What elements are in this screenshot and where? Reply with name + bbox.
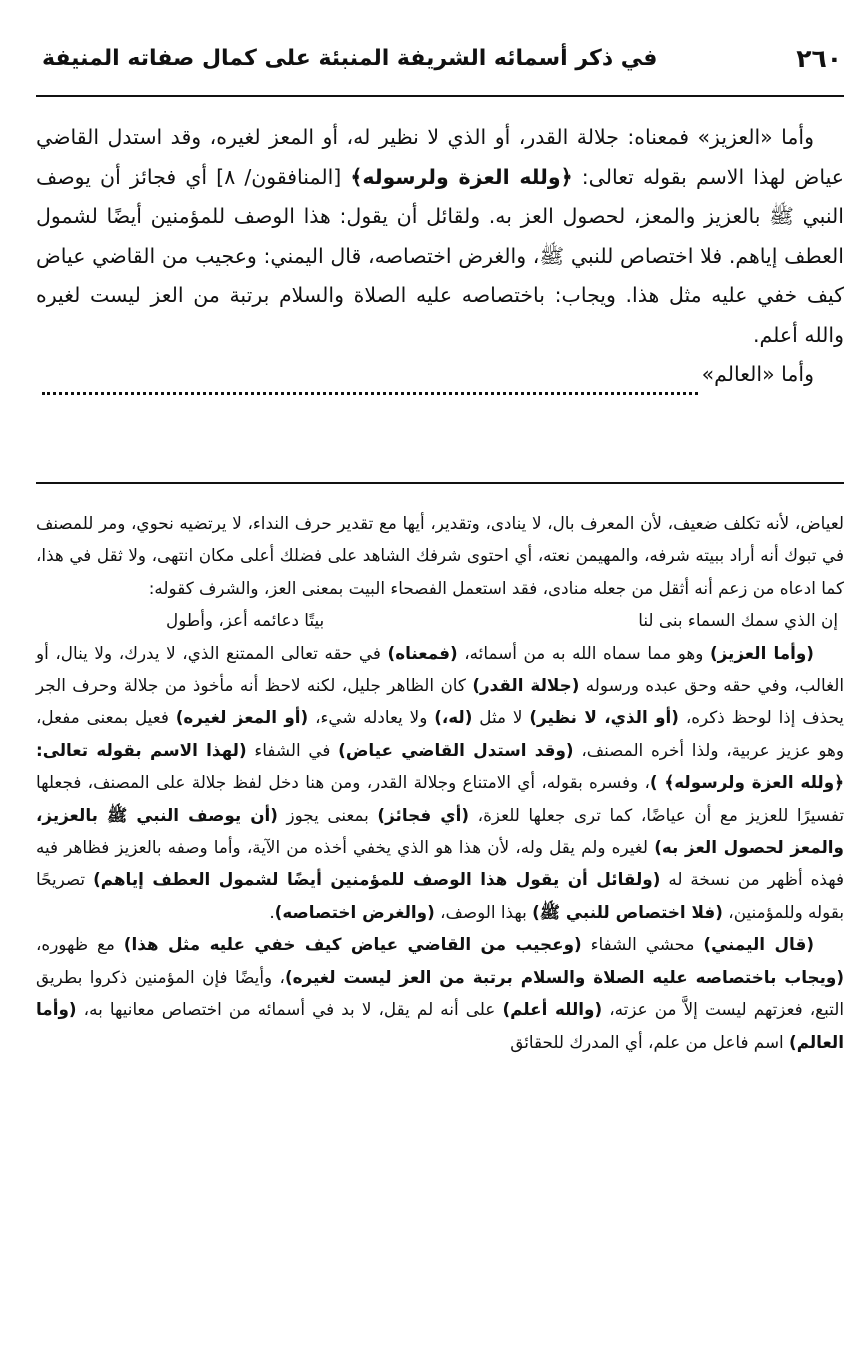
quran-quote: ﴿ولله العزة ولرسوله﴾ [350,164,573,189]
verse-hemistich-1: إن الذي سمك السماء بنى لنا [638,610,838,631]
continuation-text: وأما «العالم» [701,362,814,386]
commentary-text: في الشفاء [246,739,339,760]
quoted-lemma: (وأما العزيز) [709,642,814,663]
commentary-text: بمعنى يجوز [277,804,378,825]
quoted-lemma: (وأما العالم) [36,999,844,1052]
running-title: في ذكر أسمائه الشريفة المنبئة على كمال صفاته المنيفة [42,46,658,71]
main-paragraph-part-a: وأما «العزيز» فمعناه: جلالة القدر، أو الذي لا نظير له، أو المعز لغيره، وقد استدل القاضي عياض لهذا الاسم بقوله تعالى: [36,125,845,189]
commentary-text: . [269,901,275,922]
commentary-text: محشي الشفاء [581,934,704,955]
commentary-text: لغيره ولم يقل وله، لأن هذا هو الذي يخفي أخذه من الآية، وأما وصفه بالعزيز فظاهر فيه فهذه أظهر من نسخة له [36,837,844,890]
quoted-lemma: (والغرض اختصاصه) [274,901,435,922]
quoted-lemma: (أي فجائز) [377,804,470,825]
page-header [36,38,844,78]
header-rule [36,95,844,97]
quoted-lemma: (وقد استدل القاضي عياض) [338,739,574,760]
quoted-lemma: (فلا اختصاص للنبي ﷺ) [532,901,723,922]
commentary-paragraph-2 [36,637,844,929]
footnote-rule [36,482,844,484]
document-page [36,0,844,1364]
commentary-text: لا مثل [472,707,530,728]
quoted-lemma: (أن يوصف النبي ﷺ بالعزيز، والمعز لحصول العز به) [36,804,844,858]
poetry-verse [36,604,844,636]
main-paragraph [36,118,844,355]
continuation-dots [42,368,698,395]
quoted-lemma: (أو المعز لغيره) [175,707,309,728]
page-number: ٢٦٠ [796,44,842,73]
quoted-lemma: (ولقائل أن يقول هذا الوصف للمؤمنين أيضًا لشمول العطف إياهم) [93,869,661,890]
quoted-lemma: (والله أعلم) [502,999,603,1020]
quoted-lemma: (لهذا الاسم بقوله تعالى: ﴿ولله العزة ولرسوله﴾ ) [36,739,844,793]
main-text [36,118,844,395]
commentary-text: ، وأيضًا فإن المؤمنين ذكروا بطريق التبع، فعزتهم ليست إلاَّ من عزته، [36,966,845,1020]
main-paragraph-part-b: [المنافقون/ ٨] أي فجائز أن يوصف النبي ﷺ بالعزيز والمعز، لحصول العز به. ولقائل أن يقول: هذا الوصف للمؤمنين أيضًا لشمول العطف إياهم. فلا اختصاص للنبي ﷺ، والغرض اختصاصه، قال اليمني: وعجيب من القاضي عياض كيف خفي عليه مثل هذا. ويجاب: باختصاصه عليه الصلاة والسلام برتبة من العز ليست لغيره والله أعلم. [36,164,844,347]
commentary-text: فعيل بمعنى مفعل، وهو عزيز عربية، ولذا أخره المصنف، [36,707,845,760]
quoted-lemma: (فمعناه) [387,642,458,663]
commentary [36,507,844,1058]
commentary-paragraph-1: لعياض، لأنه تكلف ضعيف، لأن المعرف بال، لا ينادى، وتقدير، أيها مع تقدير حرف النداء، لا يرتضيه نحوي، ومر للمصنف في تبوك أنه أراد ببيته شرفه، والمهيمن نعته، أي احتوى شرفك الشاهد على فضلك أعلى مكان انتهى، ولا ثقل في هذا، كما ادعاه من زعم أنه أثقل من جعله منادى، فقد استعمل الفصحاء البيت بمعنى العز، والشرف كقوله: [36,513,844,598]
commentary-text: على أنه لم يقل، لا بد في أسمائه من اختصاص معانيها به، [76,999,503,1020]
quoted-lemma: (جلالة القدر) [472,675,580,696]
commentary-text: مع ظهوره، [36,934,124,955]
commentary-text: ، وفسره بقوله، أي الامتناع وجلالة القدر، ومن هنا دخل لفظ جلالة على المصنف، فجعلها تفسيرًا للعزيز مع أن عياضًا، كما ترى جعلها للعزة، [36,772,844,825]
commentary-paragraph-3 [36,928,844,1058]
commentary-text: في حقه تعالى الممتنع الذي، لا يدرك، ولا ينال، أو الغالب، وفي حقه وحق عبده ورسوله [36,642,845,696]
commentary-text: كان الظاهر جليل، لكنه لاحظ أنه مأخوذ من جلالة وحرف الجر يحذف إذا لوحظ ذكره، [36,675,844,728]
commentary-text: بهذا الوصف، [434,901,533,922]
commentary-text: تصريحًا بقوله وللمؤمنين، [36,869,844,922]
continuation-line [36,355,844,395]
quoted-lemma: (ويجاب باختصاصه عليه الصلاة والسلام برتبة من العز ليست لغيره) [284,966,844,987]
quoted-lemma: (له،) [434,707,473,728]
quoted-lemma: (أو الذي، لا نظير) [529,707,679,728]
verse-hemistich-2: بيتًا دعائمه أعز، وأطول [166,610,325,631]
commentary-text: ولا يعادله شيء، [308,707,435,728]
quoted-lemma: (وعجيب من القاضي عياض كيف خفي عليه مثل هذا) [123,934,582,955]
quoted-lemma: (قال اليمني) [703,934,814,955]
commentary-text: اسم فاعل من علم، أي المدرك للحقائق [510,1031,790,1052]
commentary-text: وهو مما سماه الله به من أسمائه، [457,642,710,663]
